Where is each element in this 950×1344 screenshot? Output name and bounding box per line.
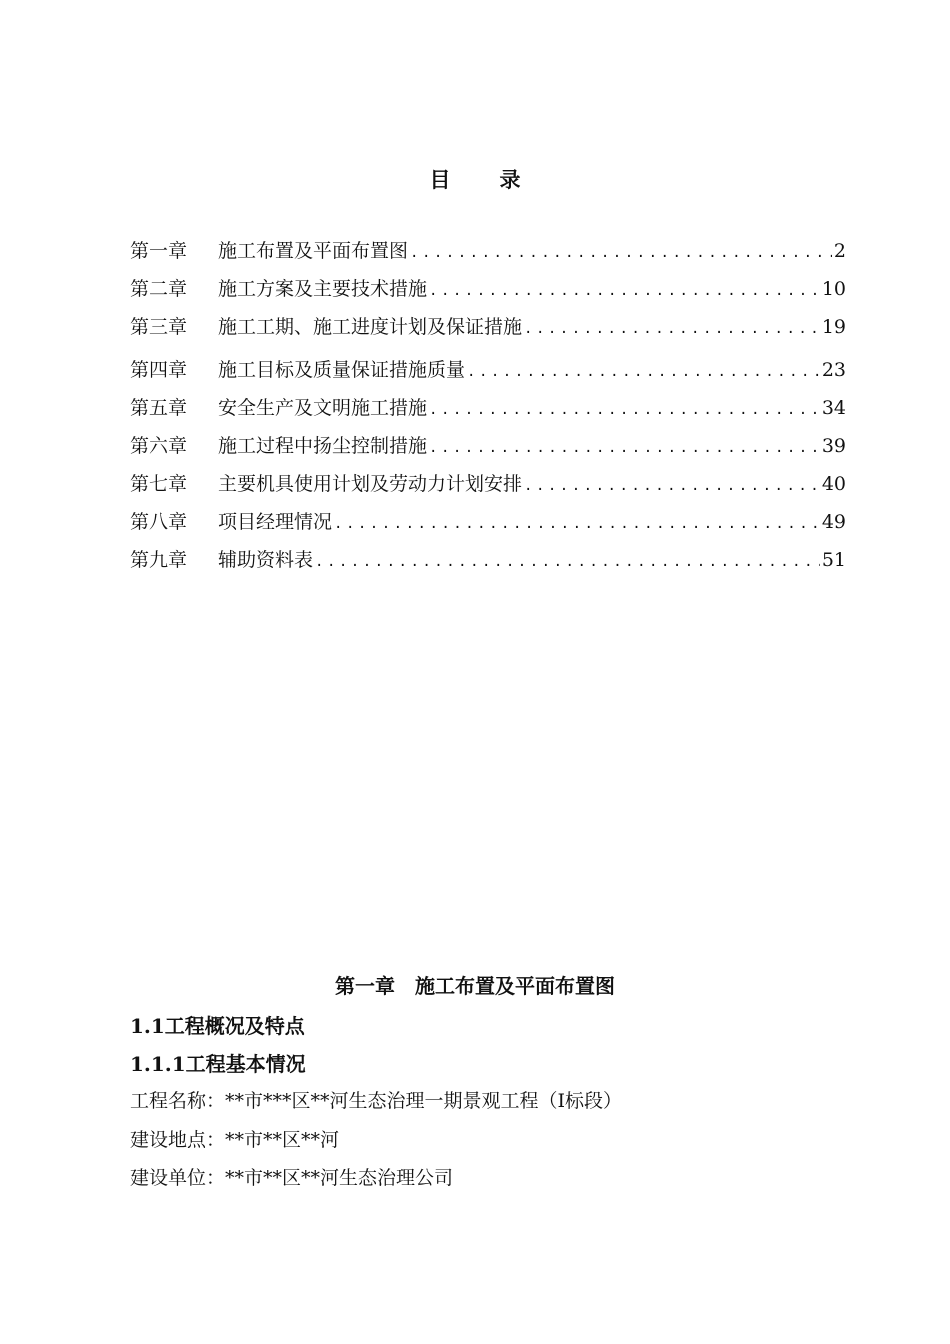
toc-leader-dots <box>410 245 832 261</box>
toc-entry[interactable] <box>130 236 846 274</box>
toc-entry-title: 施工方案及主要技术措施 <box>218 278 428 300</box>
toc-page-number: 49 <box>821 511 846 533</box>
project-name-line: 工程名称：**市***区**河生态治理一期景观工程（Ⅰ标段） <box>130 1090 623 1112</box>
toc-entry-title: 辅助资料表 <box>218 549 314 571</box>
toc-title: 目 录 <box>429 167 535 192</box>
toc-chapter-label: 第二章 <box>130 278 188 300</box>
toc-entry[interactable] <box>130 355 846 393</box>
toc-entry[interactable] <box>130 469 846 507</box>
chapter-heading: 第一章 施工布置及平面布置图 <box>335 974 615 998</box>
toc-page-number: 40 <box>821 473 846 495</box>
toc-entry[interactable] <box>130 274 846 312</box>
toc-entry-title: 施工工期、施工进度计划及保证措施 <box>218 316 523 338</box>
toc-entry-title: 施工布置及平面布置图 <box>218 240 409 262</box>
toc-chapter-label: 第一章 <box>130 240 188 262</box>
toc-leader-dots <box>334 516 820 532</box>
section-heading: 1.1工程概况及特点 <box>130 1014 305 1038</box>
toc-chapter-label: 第六章 <box>130 435 188 457</box>
toc-leader-dots <box>429 283 820 299</box>
toc-chapter-label: 第三章 <box>130 316 188 338</box>
toc-entry-title: 项目经理情况 <box>218 511 333 533</box>
owner-line: 建设单位：**市**区**河生态治理公司 <box>130 1167 454 1189</box>
toc-entry-title: 主要机具使用计划及劳动力计划安排 <box>218 473 523 495</box>
toc-leader-dots <box>315 554 820 570</box>
toc-leader-dots <box>524 478 820 494</box>
toc-leader-dots <box>429 440 820 456</box>
toc-leader-dots <box>467 364 820 380</box>
toc-page-number: 34 <box>821 397 846 419</box>
toc-entry-title: 施工过程中扬尘控制措施 <box>218 435 428 457</box>
subsection-heading: 1.1.1工程基本情况 <box>130 1052 306 1076</box>
toc-leader-dots <box>429 402 820 418</box>
toc-entry[interactable] <box>130 545 846 583</box>
toc-entry[interactable] <box>130 312 846 355</box>
toc-chapter-label: 第四章 <box>130 359 188 381</box>
toc-leader-dots <box>524 321 820 337</box>
toc-page-number: 19 <box>821 316 846 338</box>
toc-page-number: 39 <box>821 435 846 457</box>
toc-entry[interactable] <box>130 393 846 431</box>
table-of-contents <box>130 236 846 583</box>
toc-entry-title: 安全生产及文明施工措施 <box>218 397 428 419</box>
toc-chapter-label: 第九章 <box>130 549 188 571</box>
toc-page-number: 2 <box>833 240 846 262</box>
toc-chapter-label: 第五章 <box>130 397 188 419</box>
toc-entry[interactable] <box>130 507 846 545</box>
toc-page-number: 51 <box>821 549 846 571</box>
toc-page-number: 23 <box>821 359 846 381</box>
toc-page-number: 10 <box>821 278 846 300</box>
toc-chapter-label: 第七章 <box>130 473 188 495</box>
location-line: 建设地点：**市**区**河 <box>130 1129 340 1151</box>
toc-entry-title: 施工目标及质量保证措施质量 <box>218 359 466 381</box>
toc-chapter-label: 第八章 <box>130 511 188 533</box>
toc-entry[interactable] <box>130 431 846 469</box>
